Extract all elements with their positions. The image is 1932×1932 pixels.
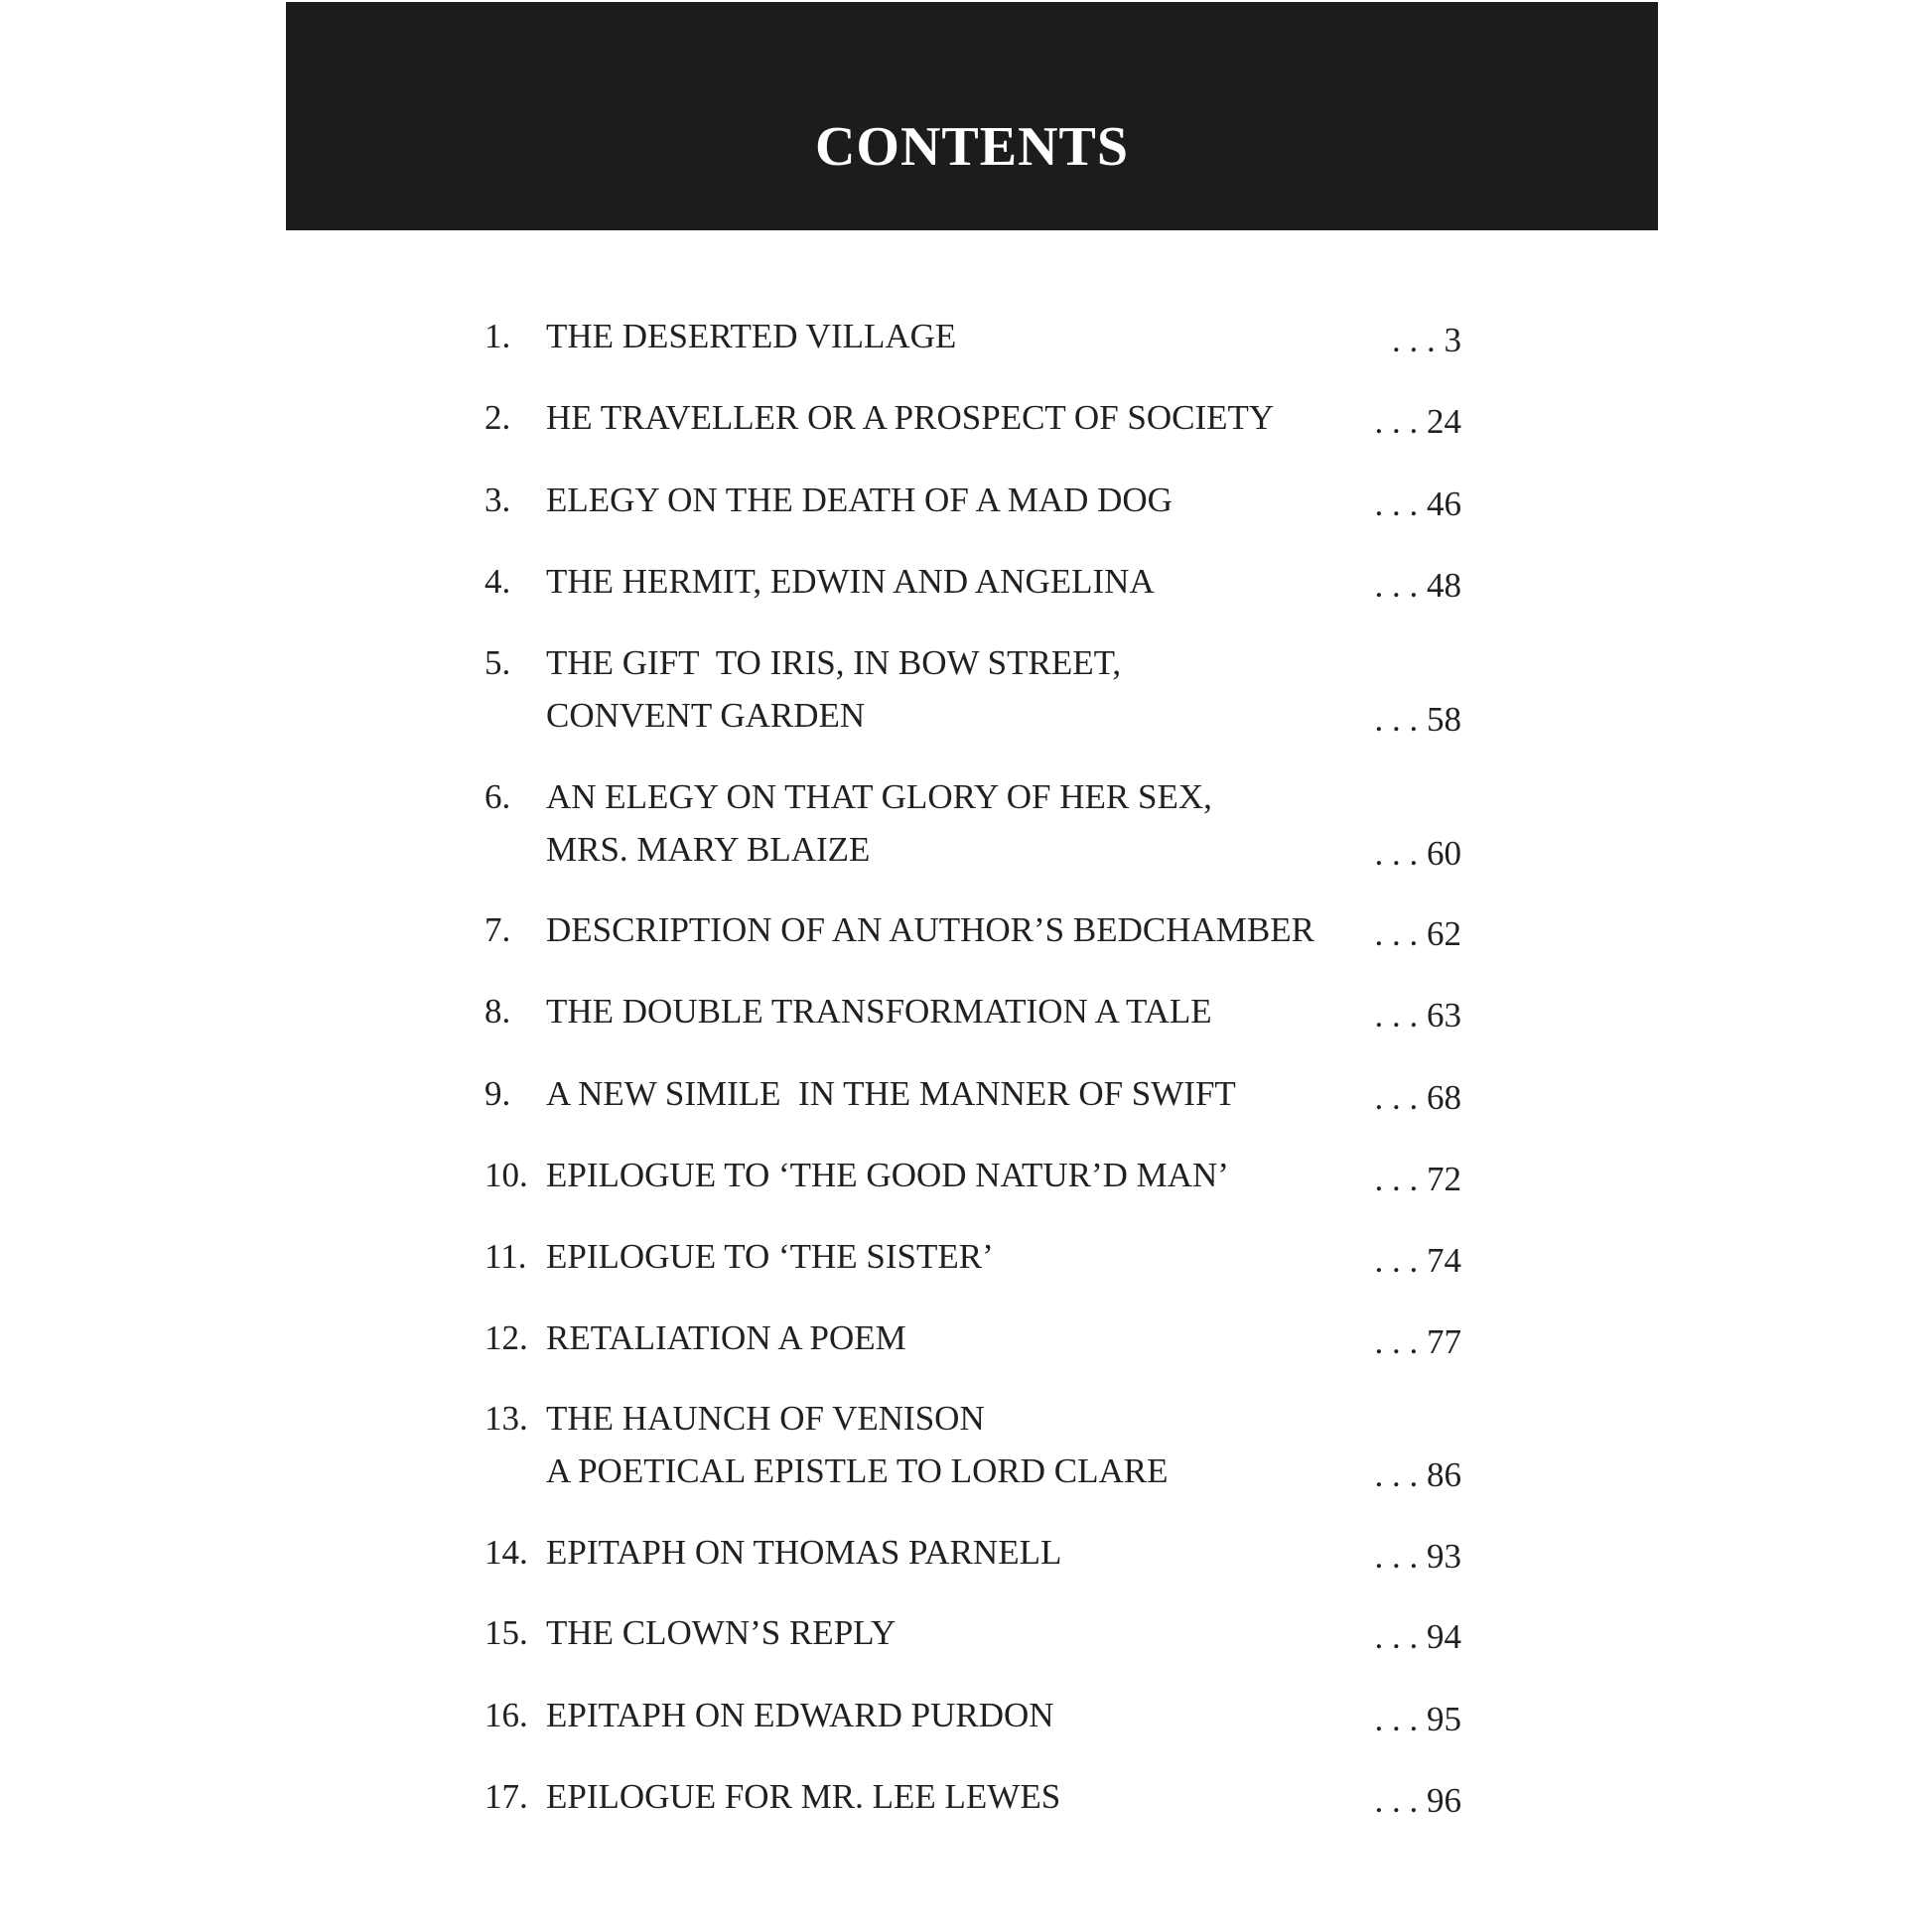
entry-number: 5. (484, 643, 511, 682)
entry-title-line: DESCRIPTION OF AN AUTHOR’S BEDCHAMBER (546, 910, 1314, 949)
entry-page-number: . . . 68 (1374, 1078, 1461, 1117)
entry-number: 13. (484, 1399, 528, 1438)
entry-title-line: EPILOGUE TO ‘THE SISTER’ (546, 1237, 994, 1276)
toc-entry[interactable] (0, 1535, 1932, 1587)
toc-entry[interactable] (0, 1698, 1932, 1750)
entry-number: 1. (484, 317, 511, 355)
toc-entry[interactable] (0, 319, 1932, 371)
entry-page-number: . . . 46 (1374, 484, 1461, 523)
entry-number: 10. (484, 1156, 528, 1194)
entry-title-line: THE GIFT TO IRIS, IN BOW STREET, (546, 643, 1122, 682)
entry-number: 9. (484, 1074, 511, 1113)
entry-page-number: . . . 60 (1374, 834, 1461, 873)
entry-number: 7. (484, 910, 511, 949)
entry-number: 16. (484, 1696, 528, 1734)
toc-entry[interactable] (0, 645, 1932, 751)
toc-entry[interactable] (0, 1076, 1932, 1129)
toc-entry[interactable] (0, 1158, 1932, 1210)
entry-title-line: THE HAUNCH OF VENISON (546, 1399, 985, 1438)
entry-page-number: . . . 74 (1374, 1241, 1461, 1280)
entry-number: 8. (484, 992, 511, 1031)
toc-entry[interactable] (0, 779, 1932, 885)
page-title: CONTENTS (814, 116, 1130, 178)
entry-page-number: . . . 58 (1374, 700, 1461, 739)
entry-title-line: EPILOGUE TO ‘THE GOOD NATUR’D MAN’ (546, 1156, 1229, 1194)
toc-entry[interactable] (0, 1320, 1932, 1373)
entry-number: 4. (484, 562, 511, 601)
entry-page-number: . . . 96 (1374, 1781, 1461, 1820)
entry-page-number: . . . 95 (1374, 1700, 1461, 1738)
entry-title-line: MRS. MARY BLAIZE (546, 830, 871, 869)
toc-entry[interactable] (0, 483, 1932, 535)
entry-number: 14. (484, 1533, 528, 1572)
entry-page-number: . . . 93 (1374, 1537, 1461, 1576)
entry-title-line: EPITAPH ON EDWARD PURDON (546, 1696, 1054, 1734)
entry-title-line: AN ELEGY ON THAT GLORY OF HER SEX, (546, 777, 1212, 816)
entry-number: 12. (484, 1318, 528, 1357)
entry-title-line: RETALIATION A POEM (546, 1318, 906, 1357)
entry-page-number: . . . 24 (1374, 402, 1461, 441)
entry-title-line: ELEGY ON THE DEATH OF A MAD DOG (546, 481, 1173, 519)
toc-entry[interactable] (0, 1615, 1932, 1668)
entry-page-number: . . . 3 (1392, 321, 1461, 359)
entry-number: 15. (484, 1613, 528, 1652)
entry-title-line: THE CLOWN’S REPLY (546, 1613, 897, 1652)
entry-number: 2. (484, 398, 511, 437)
entry-title-line: A POETICAL EPISTLE TO LORD CLARE (546, 1451, 1169, 1490)
entry-title-line: EPILOGUE FOR MR. LEE LEWES (546, 1777, 1061, 1816)
toc-entry[interactable] (0, 400, 1932, 453)
entry-page-number: . . . 77 (1374, 1322, 1461, 1361)
entry-page-number: . . . 48 (1374, 566, 1461, 605)
entry-page-number: . . . 62 (1374, 914, 1461, 953)
entry-number: 11. (484, 1237, 527, 1276)
toc-entry[interactable] (0, 912, 1932, 965)
entry-title-line: THE DOUBLE TRANSFORMATION A TALE (546, 992, 1212, 1031)
entry-page-number: . . . 94 (1374, 1617, 1461, 1656)
toc-entry[interactable] (0, 1401, 1932, 1506)
entry-number: 17. (484, 1777, 528, 1816)
entry-title-line: THE HERMIT, EDWIN AND ANGELINA (546, 562, 1155, 601)
entry-number: 3. (484, 481, 511, 519)
entry-title-line: THE DESERTED VILLAGE (546, 317, 957, 355)
entry-title-line: CONVENT GARDEN (546, 696, 866, 735)
entry-title-line: HE TRAVELLER OR A PROSPECT OF SOCIETY (546, 398, 1275, 437)
entry-page-number: . . . 63 (1374, 996, 1461, 1035)
entry-title-line: EPITAPH ON THOMAS PARNELL (546, 1533, 1062, 1572)
entry-page-number: . . . 86 (1374, 1455, 1461, 1494)
toc-entry[interactable] (0, 994, 1932, 1046)
toc-entry[interactable] (0, 1779, 1932, 1832)
entry-number: 6. (484, 777, 511, 816)
toc-entry[interactable] (0, 564, 1932, 617)
entry-page-number: . . . 72 (1374, 1160, 1461, 1198)
toc-entry[interactable] (0, 1239, 1932, 1292)
entry-title-line: A NEW SIMILE IN THE MANNER OF SWIFT (546, 1074, 1236, 1113)
